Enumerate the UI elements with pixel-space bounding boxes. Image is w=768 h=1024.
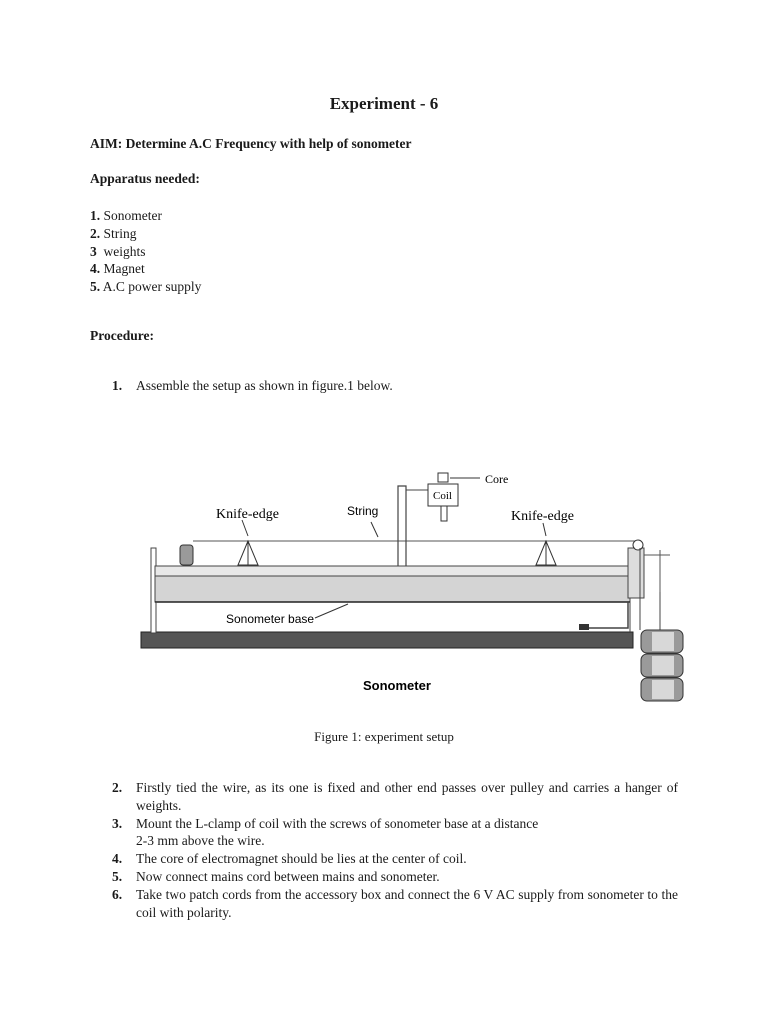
procedure-heading: Procedure: (90, 328, 154, 343)
procedure-step: 2. Firstly tied the wire, as its one is fixed and other end passes over pulley and carries a hanger of weights. (112, 780, 678, 813)
procedure-step: 1. Assemble the setup as shown in figure.1 below. (112, 378, 393, 393)
label-coil: Coil (433, 490, 452, 502)
bracket-screw (579, 624, 589, 630)
apparatus-item: 5. A.C power supply (90, 279, 202, 295)
pulley (633, 540, 643, 550)
procedure-step: 4. The core of electromagnet should be lies at the center of coil. (112, 851, 467, 867)
core-block (438, 473, 448, 482)
procedure-step-list (112, 779, 678, 921)
label-knife-edge-left: Knife-edge (216, 507, 279, 522)
procedure-step: 3. Mount the L-clamp of coil with the screws of sonometer base at a distance 2-3 mm above the wire. (112, 815, 539, 849)
label-sonometer: Sonometer (363, 678, 431, 693)
pulley-bracket (628, 548, 644, 598)
box-top (155, 566, 630, 576)
procedure-step: 6. Take two patch cords from the accessory box and connect the 6 V AC supply from sonometer to the coil with polarity. (112, 886, 678, 920)
apparatus-item: 3 weights (90, 243, 146, 259)
figure-caption: Figure 1: experiment setup (314, 729, 454, 744)
weights-stack (641, 630, 683, 701)
label-knife-edge-right: Knife-edge (511, 509, 574, 524)
label-string: String (347, 504, 379, 518)
page-title: Experiment - 6 (329, 94, 439, 113)
label-sonometer-base: Sonometer base (226, 612, 315, 626)
procedure-step: 5. Now connect mains cord between mains and sonometer. (112, 868, 440, 884)
box-body (155, 576, 630, 602)
coil-stand (398, 486, 406, 566)
apparatus-heading: Apparatus needed: (90, 171, 200, 186)
apparatus-item: 2. String (90, 225, 137, 241)
base-plate (141, 632, 633, 648)
label-core: Core (485, 472, 509, 486)
apparatus-item: 4. Magnet (90, 261, 145, 277)
apparatus-item: 1. Sonometer (90, 208, 162, 223)
aim-heading: AIM: Determine A.C Frequency with help of sonometer (90, 136, 412, 151)
string-peg (180, 545, 193, 565)
